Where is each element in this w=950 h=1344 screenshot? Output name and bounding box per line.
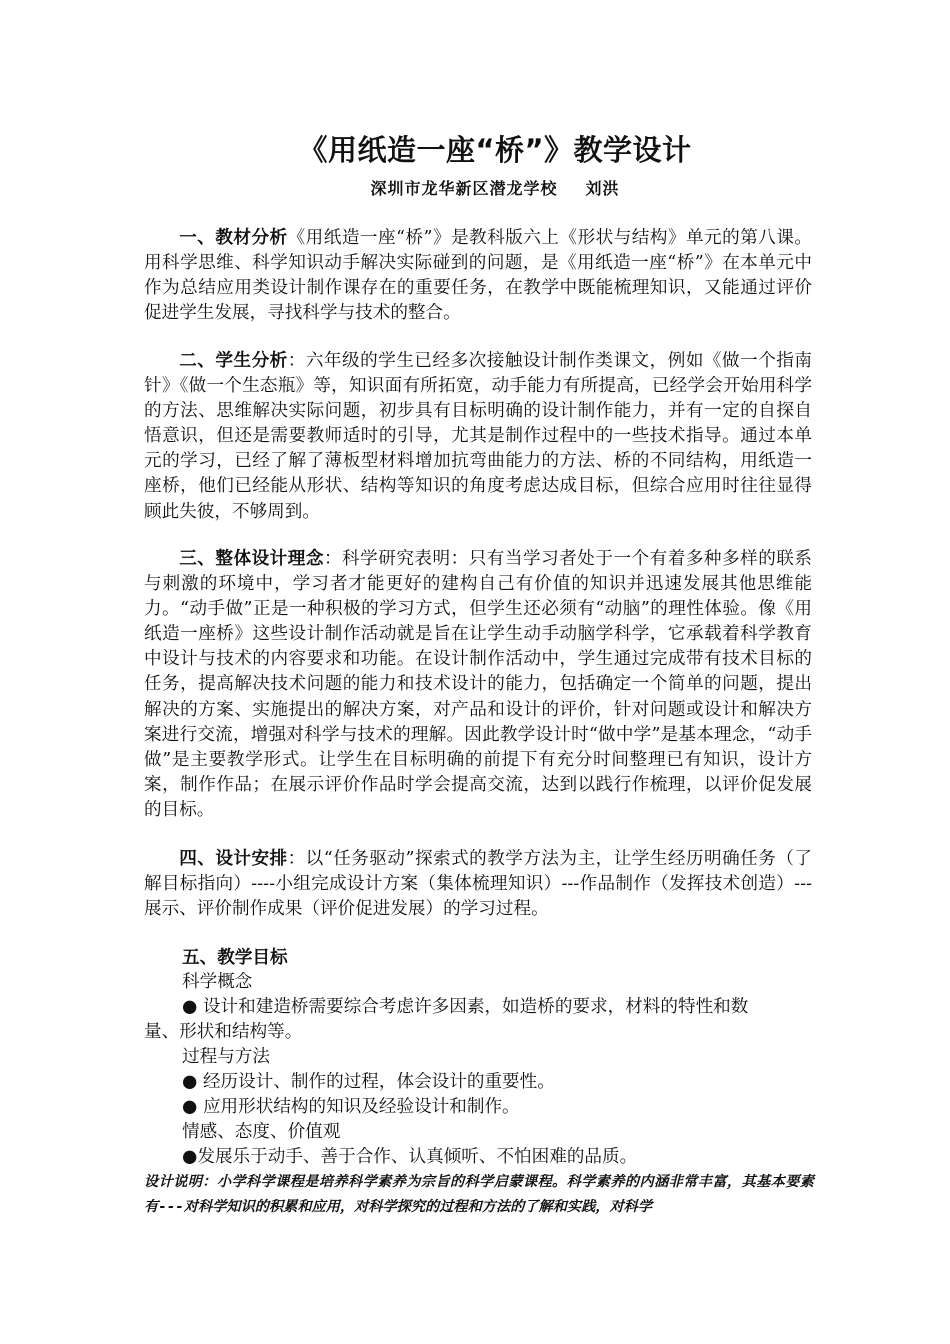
document-byline bbox=[0, 176, 950, 199]
section-textbook-analysis bbox=[144, 225, 812, 326]
goal-bullet: ● 设计和建造桥需要综合考虑许多因素，如造桥的要求，材料的特性和数 bbox=[182, 997, 749, 1017]
design-note: 设计说明：小学科学课程是培养科学素养为宗旨的科学启蒙课程。科学素养的内涵非常丰富，其基本要素有---对科学知识的积累和应用，对科学探究的过程和方法的了解和实践，对科学 bbox=[144, 1174, 814, 1215]
section-body: ：科学研究表明：只有当学习者处于一个有着多种多样的联系与刺激的环境中，学习者才能更好的建构自己有价值的知识并迅速发展其他思维能力。“动手做”正是一种积极的学习方式，但学生还必须有“动脑”的理性体验。像《用纸造一座桥》这些设计制作活动就是旨在让学生动手动脑学科学，它承载着科学教育中设计与技术的内容要求和功能。在设计制作活动中，学生通过完成带有技术目标的任务，提高解决技术问题的能力和技术设计的能力，包括确定一个简单的问题，提出解决的方案、实施提出的解决方案，对产品和设计的评价，针对问题或设计和解决方案进行交流，增强对科学与技术的理解。因此教学设计时“做中学”是基本理念，“动手做”是主要教学形式。让学生在目标明确的前提下有充分时间整理已有知识，设计方案，制作作品；在展示评价作品时学会提高交流，达到以践行作梳理，以评价促发展的目标。 bbox=[144, 549, 812, 820]
goal-category-science-concept: 科学概念 bbox=[182, 972, 253, 992]
section-design-arrangement bbox=[144, 846, 812, 922]
goal-category-attitude: 情感、态度、价值观 bbox=[182, 1122, 341, 1142]
section-heading: 二、学生分析 bbox=[179, 350, 288, 371]
goal-bullet: ●发展乐于动手、善于合作、认真倾听、不怕困难的品质。 bbox=[182, 1147, 638, 1167]
goal-bullet: ● 经历设计、制作的过程，体会设计的重要性。 bbox=[182, 1072, 555, 1092]
section-heading: 四、设计安排 bbox=[179, 848, 288, 869]
goal-category-process-method: 过程与方法 bbox=[182, 1047, 270, 1067]
goal-bullet-continuation: 量、形状和结构等。 bbox=[144, 1022, 303, 1042]
section-design-philosophy bbox=[144, 546, 812, 823]
school-name: 深圳市龙华新区潜龙学校 bbox=[370, 179, 558, 198]
section-body: ：以“任务驱动”探索式的教学方法为主，让学生经历明确任务（了解目标指向）----小组完成设计方案（集体梳理知识）---作品制作（发挥技术创造）---展示、评价制作成果（评价促进发展）的学习过程。 bbox=[144, 849, 812, 920]
author-name: 刘洪 bbox=[585, 179, 620, 198]
section-body: ：六年级的学生已经多次接触设计制作类课文，例如《做一个指南针》《做一个生态瓶》等，知识面有所拓宽，动手能力有所提高，已经学会开始用科学的方法、思维解决实际问题，初步具有目标明确的设计制作能力，并有一定的自探自悟意识，但还是需要教师适时的引导，尤其是制作过程中的一些技术指导。通过本单元的学习，已经了解了薄板型材料增加抗弯曲能力的方法、桥的不同结构，用纸造一座桥，他们已经能从形状、结构等知识的角度考虑达成目标，但综合应用时往往显得顾此失彼，不够周到。 bbox=[144, 351, 812, 522]
section-heading: 一、教材分析 bbox=[179, 227, 288, 248]
section-heading: 三、整体设计理念 bbox=[179, 548, 324, 569]
goal-bullet: ● 应用形状结构的知识及经验设计和制作。 bbox=[182, 1097, 520, 1117]
section-teaching-goals-heading: 五、教学目标 bbox=[182, 947, 288, 968]
section-student-analysis bbox=[144, 348, 812, 525]
section-body: 《用纸造一座“桥”》是教科版六上《形状与结构》单元的第八课。用科学思维、科学知识动手解决实际碰到的问题，是《用纸造一座“桥”》在本单元中作为总结应用类设计制作课存在的重要任务，在教学中既能梳理知识，又能通过评价促进学生发展，寻找科学与技术的整合。 bbox=[144, 228, 812, 324]
document-title: 《用纸造一座“桥”》教学设计 bbox=[298, 133, 692, 167]
